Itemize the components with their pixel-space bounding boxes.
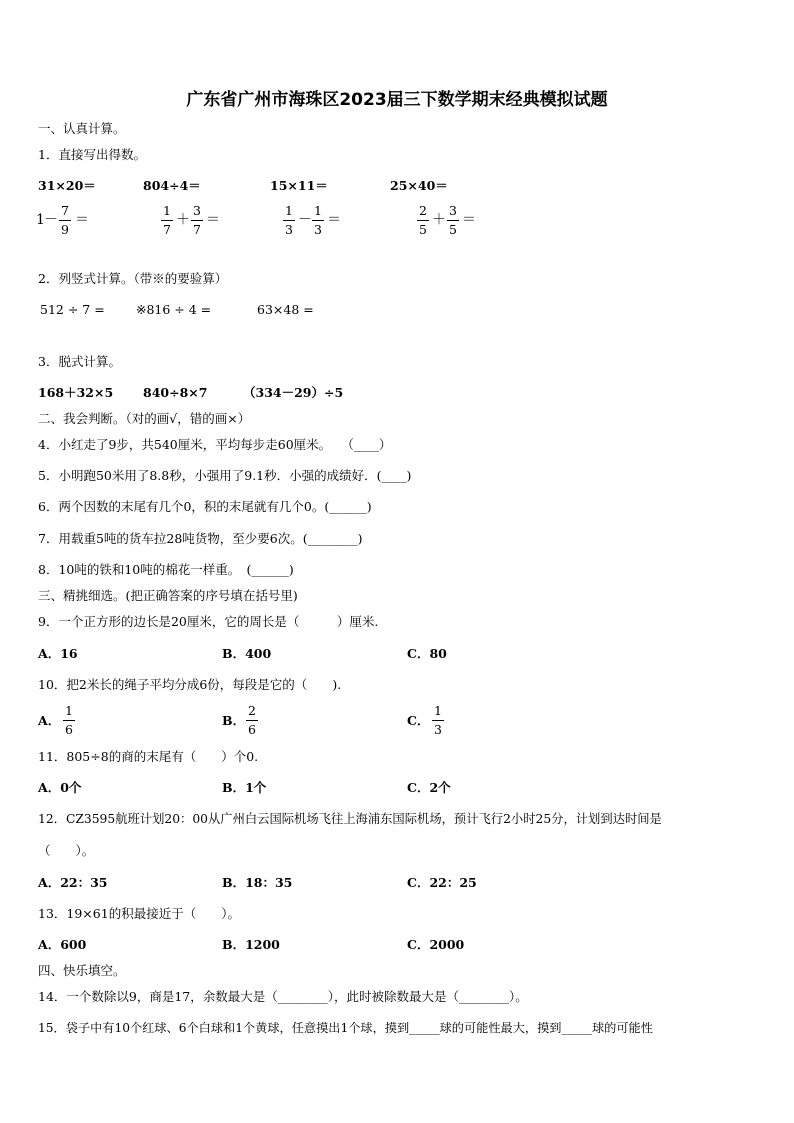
page-title: 广东省广州市海珠区2023届三下数学期末经典模拟试题 [186,90,608,110]
number: 1 [36,212,45,228]
question-9-stem: 9．一个正方形的边长是20厘米，它的周长是（ ）厘米. [38,614,379,629]
equals-sign: ＝ [327,212,341,228]
question-7: 7．用载重5吨的货车拉28吨货物，至少要6次。(________) [38,531,363,546]
fraction: 1 7 [161,203,173,237]
fraction: 1 3 [432,703,444,737]
question-5: 5．小明跑50米用了8.8秒，小强用了9.1秒．小强的成绩好．(____) [38,468,412,483]
operator: － [298,212,312,228]
vertical-calc-item: 63×48 = [257,302,314,317]
question-12-continuation: （ ）。 [38,843,95,858]
option-c: C．2个 [407,780,451,795]
option-label: A． [38,713,61,728]
step-calc-item: （334－29）÷5 [243,385,344,400]
question-3-label: 3．脱式计算。 [38,354,121,369]
option-b: B．18：35 [222,875,293,890]
option-b: B．1200 [222,937,280,952]
option-a: A．0个 [38,780,82,795]
vertical-calc-item: ※816 ÷ 4 = [136,302,212,317]
question-2-label: 2．列竖式计算。（带※的要验算） [38,271,228,286]
option-a: A．16 [38,646,78,661]
option-b: B．1个 [222,780,267,795]
question-1-label: 1．直接写出得数。 [38,147,146,162]
vertical-calc-item: 512 ÷ 7 = [40,302,105,317]
question-11-stem: 11．805÷8的商的末尾有（ ）个0. [38,749,259,764]
option-a: A．600 [38,937,87,952]
question-8: 8．10吨的铁和10吨的棉花一样重。 (______) [38,562,294,577]
fraction: 7 9 [59,203,71,237]
fraction: 1 3 [312,203,324,237]
fraction: 3 5 [447,203,459,237]
calc-item: 25×40＝ [390,178,448,193]
option-label: C． [407,713,430,728]
section-3-heading: 三、精挑细选。(把正确答案的序号填在括号里) [38,588,298,603]
equals-sign: ＝ [206,212,220,228]
section-4-heading: 四、快乐填空。 [38,963,126,978]
question-4: 4．小红走了9步，共540厘米，平均每步走60厘米。 （____） [38,437,392,452]
question-10-stem: 10．把2米长的绳子平均分成6份，每段是它的（ ). [38,677,342,692]
fraction: 2 5 [417,203,429,237]
fraction: 3 7 [191,203,203,237]
operator: － [44,212,58,228]
option-c: C．2000 [407,937,465,952]
option-a: A．22：35 [38,875,108,890]
step-calc-item: 168＋32×5 [38,385,114,400]
step-calc-item: 840÷8×7 [143,385,208,400]
section-1-heading: 一、认真计算。 [38,121,126,136]
calc-item: 15×11＝ [270,178,328,193]
calc-item: 31×20＝ [38,178,96,193]
option-c: C．80 [407,646,447,661]
question-13-stem: 13．19×61的积最接近于（ ）。 [38,906,240,921]
fraction: 2 6 [246,703,258,737]
question-14: 14．一个数除以9，商是17，余数最大是（________），此时被除数最大是（________）。 [38,989,528,1004]
fraction: 1 3 [283,203,295,237]
operator: ＋ [176,212,190,228]
equals-sign: ＝ [462,212,476,228]
fraction: 1 6 [63,703,75,737]
calc-item: 804÷4＝ [143,178,201,193]
operator: ＋ [432,212,446,228]
question-6: 6．两个因数的末尾有几个0，积的末尾就有几个0。(______) [38,499,372,514]
section-2-heading: 二、我会判断。（对的画√，错的画×） [38,411,251,426]
option-c: C．22：25 [407,875,477,890]
option-b: B．400 [222,646,272,661]
question-12-stem: 12．CZ3595航班计划20：00从广州白云国际机场飞往上海浦东国际机场，预计飞行2小时25分，计划到达时间是 [38,812,662,826]
option-label: B． [222,713,246,728]
question-15: 15．袋子中有10个红球、6个白球和1个黄球，任意摸出1个球，摸到_____球的可能性最大，摸到_____球的可能性 [38,1021,653,1035]
equals-sign: ＝ [75,212,89,228]
